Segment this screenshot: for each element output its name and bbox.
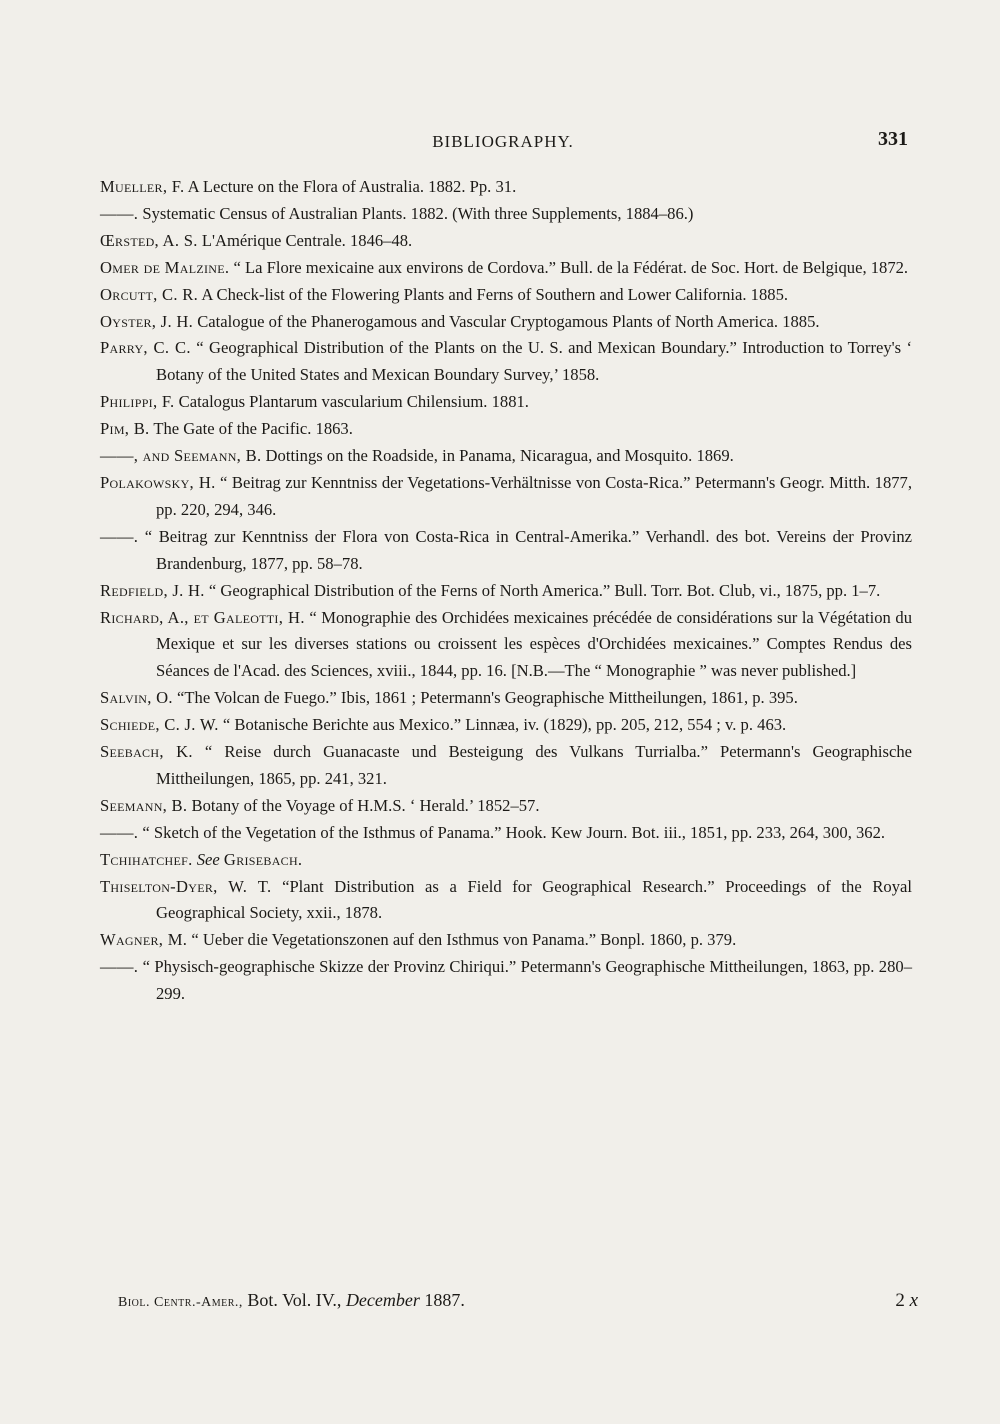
bibliography-entry bbox=[100, 739, 912, 793]
entry-text: “Plant Distribution as a Field for Geographical Research.” Proceedings of the Royal Geographical Society, xxii., 1878. bbox=[156, 876, 912, 923]
page-footer bbox=[118, 1290, 918, 1320]
entry-author: Thiselton-Dyer, W. T. bbox=[100, 876, 272, 896]
bibliography-entry bbox=[100, 954, 912, 1008]
bibliography-entry bbox=[100, 712, 912, 739]
entry-text: “ Beitrag zur Kenntniss der Vegetations-Verhältnisse von Costa-Rica.” Petermann's Geogr. Mitth. 1877, pp. 220, 294, 346. bbox=[156, 472, 912, 519]
entry-text: L'Amérique Centrale. 1846–48. bbox=[197, 230, 413, 250]
entry-author: Tchihatchef. bbox=[100, 849, 193, 869]
bibliography-entry bbox=[100, 847, 912, 874]
entry-text: “ Botanische Berichte aus Mexico.” Linnæa, iv. (1829), pp. 205, 212, 554 ; v. p. 463. bbox=[218, 715, 787, 735]
entry-author: Schiede, C. J. W. bbox=[100, 715, 219, 735]
footer-year: 1887. bbox=[424, 1290, 465, 1310]
bibliography-entry bbox=[100, 605, 912, 686]
bibliography-entry bbox=[100, 524, 912, 578]
entry-author: Seebach, K. bbox=[100, 742, 193, 762]
entry-text: The Gate of the Pacific. 1863. bbox=[149, 419, 353, 439]
signature-mark bbox=[895, 1290, 918, 1312]
page-number: 331 bbox=[878, 128, 908, 150]
footer-series: Biol. Centr.-Amer., bbox=[118, 1295, 243, 1310]
entry-text: “ Monographie des Orchidées mexicaines précédée de considérations sur la Végétation du Mexique et sur les diverses stations ou croissent les espèces d'Orchidées mexicaines.” Comptes Rendus des Séances de l'Acad. des Sciences, xviii., 1844, pp. 16. [N.B.—The “ Monographie ” was never published.] bbox=[156, 607, 912, 681]
bibliography-entry bbox=[100, 255, 912, 282]
entry-author: Redfield, J. H. bbox=[100, 580, 205, 600]
entry-text: “ Geographical Distribution of the Plants on the U. S. and Mexican Boundary.” Introduction to Torrey's ‘ Botany of the United States and Mexican Boundary Survey,’ 1858. bbox=[156, 338, 912, 385]
entry-author: Mueller, F. bbox=[100, 177, 185, 196]
entry-see-target: Grisebach. bbox=[223, 849, 303, 869]
running-title: BIBLIOGRAPHY. bbox=[432, 132, 574, 151]
bibliography-entry bbox=[100, 443, 912, 470]
bibliography-entry bbox=[100, 174, 912, 201]
entry-author: Orcutt, C. R. bbox=[100, 284, 199, 304]
entry-author: Polakowsky, H. bbox=[100, 472, 216, 492]
running-head bbox=[98, 128, 908, 158]
entry-author: Wagner, M. bbox=[100, 930, 188, 950]
bibliography-entry bbox=[100, 309, 912, 336]
entry-author: Oyster, J. H. bbox=[100, 311, 194, 331]
bibliography-entry bbox=[100, 389, 912, 416]
entry-author: Pim, B. bbox=[100, 419, 150, 439]
entry-text: “ Geographical Distribution of the Ferns of North America.” Bull. Torr. Bot. Club, vi., 1875, pp. 1–7. bbox=[204, 580, 881, 600]
entry-author: Seemann, B. bbox=[100, 795, 188, 815]
entry-text: “ Ueber die Vegetationszonen auf den Isthmus von Panama.” Bonpl. 1860, p. 379. bbox=[187, 930, 737, 950]
entry-text: Catalogue of the Phanerogamous and Vascular Cryptogamous Plants of North America. 1885. bbox=[193, 311, 820, 331]
bibliography-entry bbox=[100, 470, 912, 524]
bibliography-entry bbox=[100, 201, 912, 228]
entry-author: ——. bbox=[100, 526, 139, 546]
entry-author: ——. bbox=[100, 203, 139, 223]
bibliography-entry bbox=[100, 228, 912, 255]
entry-text: “ Sketch of the Vegetation of the Isthmus of Panama.” Hook. Kew Journ. Bot. iii., 1851, pp. 233, 264, 300, 362. bbox=[138, 822, 886, 842]
bibliography-entry bbox=[100, 874, 912, 928]
entry-text: Dottings on the Roadside, in Panama, Nicaragua, and Mosquito. 1869. bbox=[261, 446, 734, 466]
bibliography-entry bbox=[100, 927, 912, 954]
entry-text: A Check-list of the Flowering Plants and Ferns of Southern and Lower California. 1885. bbox=[198, 284, 789, 304]
entry-author: ——. bbox=[100, 822, 139, 842]
entry-author: Salvin, O. bbox=[100, 688, 173, 708]
entry-text: Catalogus Plantarum vascularium Chilensium. 1881. bbox=[174, 392, 529, 412]
entry-text: “ La Flore mexicaine aux environs de Cordova.” Bull. de la Fédérat. de Soc. Hort. de Belgique, 1872. bbox=[229, 257, 909, 277]
entry-author: ——. bbox=[100, 957, 139, 977]
footer-imprint bbox=[118, 1290, 465, 1310]
entry-author: ——, and Seemann, B. bbox=[100, 446, 262, 466]
bibliography-entry bbox=[100, 578, 912, 605]
entry-text: A Lecture on the Flora of Australia. 1882. Pp. 31. bbox=[184, 177, 517, 196]
entry-author: Omer de Malzine. bbox=[100, 257, 230, 277]
entry-text: Botany of the Voyage of H.M.S. ‘ Herald.’ 1852–57. bbox=[187, 795, 540, 815]
entry-author: Philippi, F. bbox=[100, 392, 175, 412]
entry-see: See bbox=[196, 849, 220, 869]
bibliography-entry bbox=[100, 793, 912, 820]
entry-text: Systematic Census of Australian Plants. 1882. (With three Supplements, 1884–86.) bbox=[138, 203, 694, 223]
entry-text: “ Physisch-geographische Skizze der Provinz Chiriqui.” Petermann's Geographische Mittheilungen, 1863, pp. 280–299. bbox=[138, 957, 912, 1004]
entry-text: “The Volcan de Fuego.” Ibis, 1861 ; Petermann's Geographische Mittheilungen, 1861, p. 395. bbox=[172, 688, 798, 708]
entry-author: Œrsted, A. S. bbox=[100, 230, 198, 250]
footer-date: December bbox=[345, 1290, 420, 1310]
bibliography-entry bbox=[100, 685, 912, 712]
signature-number: 2 bbox=[895, 1290, 905, 1311]
bibliography-list bbox=[100, 174, 912, 1008]
entry-author: Richard, A., et Galeotti, H. bbox=[100, 607, 305, 627]
signature-letter: x bbox=[909, 1290, 918, 1311]
bibliography-entry bbox=[100, 335, 912, 389]
entry-author: Parry, C. C. bbox=[100, 338, 191, 358]
bibliography-entry bbox=[100, 416, 912, 443]
bibliography-entry bbox=[100, 282, 912, 309]
entry-text: “ Reise durch Guanacaste und Besteigung des Vulkans Turrialba.” Petermann's Geographische Mittheilungen, 1865, pp. 241, 321. bbox=[156, 742, 912, 788]
bibliography-entry bbox=[100, 820, 912, 847]
entry-text: “ Beitrag zur Kenntniss der Flora von Costa-Rica in Central-Amerika.” Verhandl. des bot. Vereins der Provinz Brandenburg, 1877, pp. 58–78. bbox=[138, 526, 912, 573]
footer-volume: Bot. Vol. IV., bbox=[247, 1290, 342, 1310]
